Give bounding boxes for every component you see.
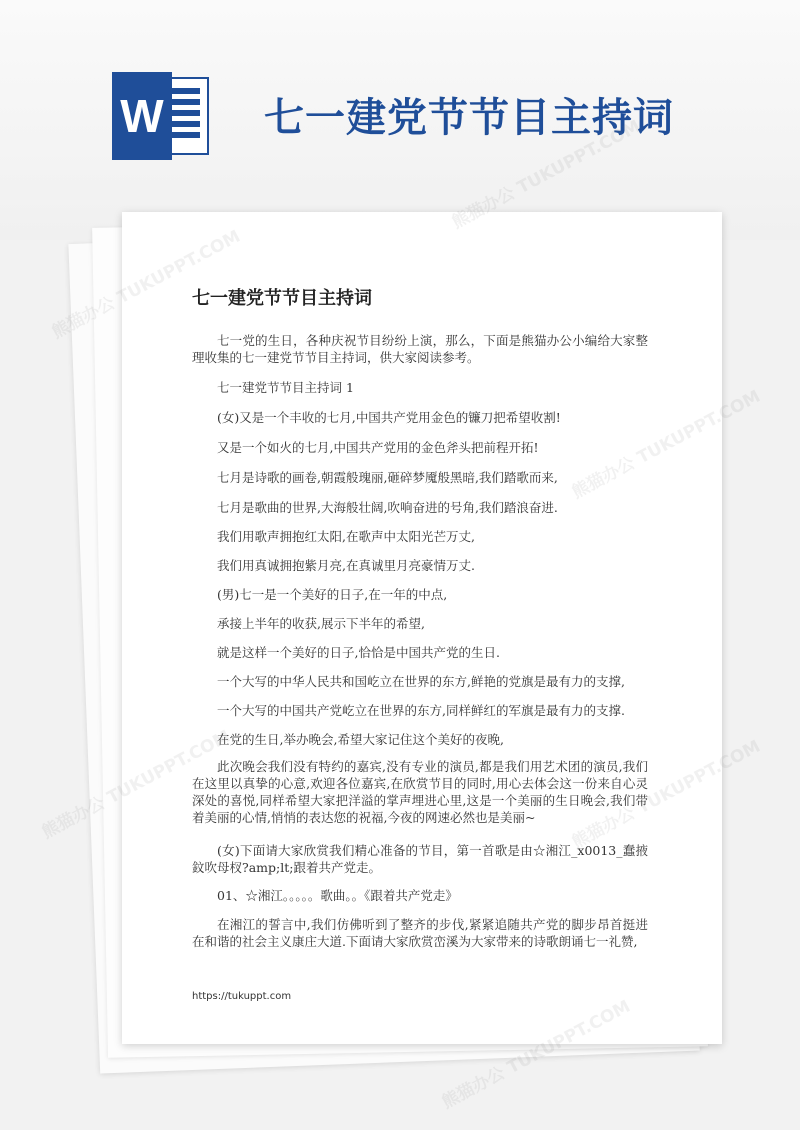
text-line: 七月是歌曲的世界,大海般壮阔,吹响奋进的号角,我们踏浪奋进.	[217, 500, 558, 515]
text-line: 一个大写的中华人民共和国屹立在世界的东方,鲜艳的党旗是最有力的支撑,	[217, 674, 625, 689]
text-line: 又是一个如火的七月,中国共产党用的金色斧头把前程开拓!	[217, 440, 539, 455]
footer-url: https://tukuppt.com	[192, 991, 292, 1002]
text-line: 我们用歌声拥抱红太阳,在歌声中太阳光芒万丈,	[217, 529, 475, 544]
banner-title: 七一建党节节目主持词	[264, 95, 674, 141]
body-paragraph: 在湘江的誓言中,我们仿佛听到了整齐的步伐,紧紧追随共产党的脚步昂首挺进在和谐的社会主义康庄大道.下面请大家欣赏峦溪为大家带来的诗歌朗诵七一礼赞,	[192, 917, 648, 949]
logo-letter: W	[120, 90, 164, 142]
text-line: 在党的生日,举办晚会,希望大家记住这个美好的夜晚,	[217, 732, 504, 747]
text-line: (男)七一是一个美好的日子,在一年的中点,	[217, 587, 448, 602]
text-line: 我们用真诚拥抱紫月亮,在真诚里月亮豪情万丈.	[217, 558, 475, 573]
section-heading: 七一建党节节目主持词 1	[217, 380, 354, 395]
text-line: 一个大写的中国共产党屹立在世界的东方,同样鲜红的军旗是最有力的支撑.	[217, 703, 625, 718]
text-line: (女)又是一个丰收的七月,中国共产党用金色的镰刀把希望收割!	[217, 410, 561, 425]
program-item: 01、☆湘江。。。。。歌曲。。《跟着共产党走》	[217, 888, 458, 903]
text-line: 七月是诗歌的画卷,朝霞般瑰丽,砸碎梦魇般黑暗,我们踏歌而来,	[217, 470, 558, 485]
intro-paragraph: 七一党的生日，各种庆祝节目纷纷上演，那么，下面是熊猫办公小编给大家整理收集的七一建党节节目主持词，供大家阅读参考。	[192, 333, 648, 365]
body-paragraph: (女)下面请大家欣赏我们精心准备的节目，第一首歌是由☆湘江_x0013_蠢掖鈫吹母杈?amp;lt;跟着共产党走。	[192, 843, 648, 875]
document-title: 七一建党节节目主持词	[192, 288, 372, 309]
text-line: 承接上半年的收获,展示下半年的希望,	[217, 616, 425, 631]
body-paragraph: 此次晚会我们没有特约的嘉宾,没有专业的演员,都是我们用艺术团的演员,我们在这里以真挚的心意,欢迎各位嘉宾,在欣赏节目的同时,用心去体会这一份来自心灵深处的喜悦,同样希望大家把洋溢的掌声埋进心里,这是一个美丽的生日晚会,我们带着美丽的心情,悄悄的表达您的祝福,今夜的网速必然也是美丽~	[192, 759, 648, 825]
document-page	[122, 212, 722, 1044]
text-line: 就是这样一个美好的日子,恰恰是中国共产党的生日.	[217, 645, 500, 660]
word-document-icon	[112, 72, 212, 160]
watermark: 熊猫办公	[38, 793, 109, 843]
